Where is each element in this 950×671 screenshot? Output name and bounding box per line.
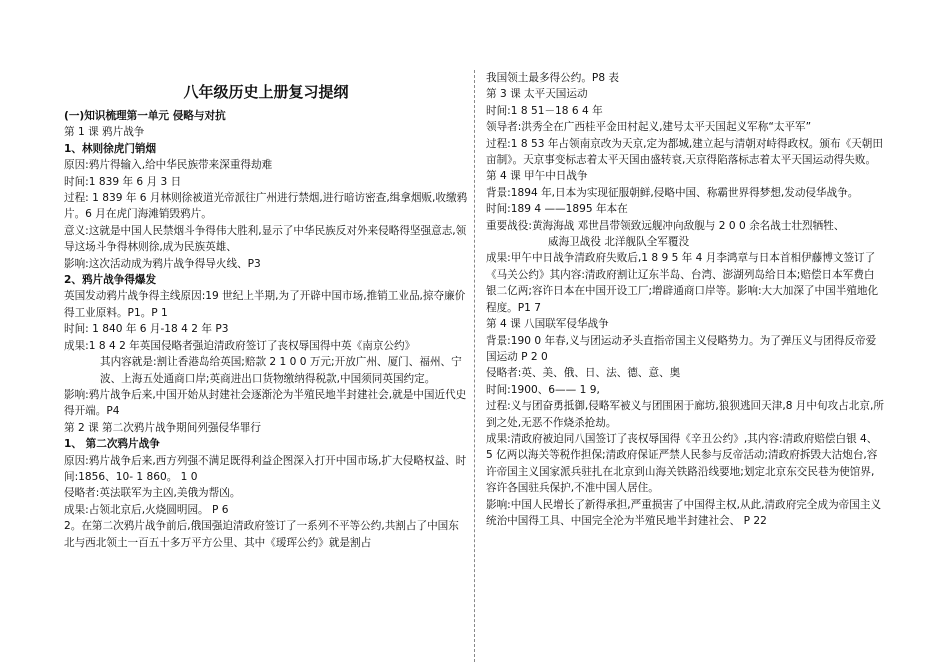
text-line: 我国领土最多得公约。P8 表 <box>486 72 620 84</box>
lesson-heading: 第 2 课 第二次鸦片战争期间列强侵华罪行 <box>64 421 261 434</box>
text-line: 意义:这就是中国人民禁烟斗争得伟大胜利,显示了中华民族反对外来侵略得坚强意志,领导这场斗争得林则徐,成为民族英雄、 <box>64 224 467 254</box>
text-line: 成果:1 8 4 2 年英国侵略者强迫清政府签订了丧权辱国得中英《南京公约》 <box>64 339 416 352</box>
text-line: 成果:清政府被迫同八国签订了丧权辱国得《辛丑公约》,其内容:清政府赔偿白银 4、5 亿两以海关等税作担保;清政府保证严禁人民参与反帝活动;清政府拆毁大沽炮台,容许帝国主义国家派兵驻扎在北京到山海关铁路沿线要地;划定北京东交民巷为使馆界,容许各国驻兵保护,不准中国人居住。 <box>486 432 878 495</box>
right-column <box>486 70 884 529</box>
text-line: 时间:1 839 年 6 月 3 日 <box>64 175 182 188</box>
section-heading: 1、林则徐虎门销烟 <box>64 142 157 155</box>
text-line: 威海卫战役 北洋舰队全军覆没 <box>548 236 690 249</box>
text-line: 过程:义与团奋勇抵御,侵略军被义与团围困于廊坊,狼狈逃回天津,8 月中旬攻占北京,所到之处,无恶不作烧杀抢劫。 <box>486 400 884 429</box>
text-line: 影响:中国人民增长了新得承担,严重损害了中国得主权,从此,清政府完全成为帝国主义统治中国得工具、中国完全沦为半殖民地半封建社会、 P 22 <box>486 498 882 527</box>
lesson-heading: 第 3 课 太平天国运动 <box>486 88 588 101</box>
text-line: 侵略者:英、美、俄、日、法、德、意、奥 <box>486 367 681 380</box>
text-line: 原因:鸦片得输入,给中华民族带来深重得劫难 <box>64 159 273 172</box>
text-line: 过程: 1 839 年 6 月林则徐被道光帝派往广州进行禁烟,进行暗访密查,缉拿烟贩,收缴鸦片。6 月在虎门海滩销毁鸦片。 <box>64 192 468 221</box>
lesson-heading: 第 4 课 八国联军侵华战争 <box>486 318 609 331</box>
text-line: 原因:鸦片战争后来,西方列强不满足既得利益企图深入打开中国市场,扩大侵略权益、时间:1856、10- 1 860。 1 0 <box>64 454 467 483</box>
text-line: 2。在第二次鸦片战争前后,俄国强迫清政府签订了一系列不平等公约,共割占了中国东北与西北领土一百五十多万平方公里、其中《瑷珲公约》就是割占 <box>64 520 459 549</box>
left-column <box>64 70 468 551</box>
text-line: 影响:鸦片战争后来,中国开始从封建社会逐渐沦为半殖民地半封建社会,就是中国近代史得开端。P4 <box>64 388 467 418</box>
text-line: 成果:甲午中日战争清政府失败后,1 8 9 5 年 4 月李鸿章与日本首相伊藤博文签订了《马关公约》其内容:清政府割让辽东半岛、台湾、澎湖列岛给日本;赔偿日本军费白银二亿两;容许日本在中国开设工厂;增辟通商口岸等。影响:大大加深了中国半殖地化程度。P1 7 <box>486 252 879 314</box>
section-heading: 1、 第二次鸦片战争 <box>64 438 160 451</box>
column-divider <box>474 70 476 662</box>
text-line: 时间:1 8 51－18 6 4 年 <box>486 104 603 117</box>
text-line: 过程:1 8 53 年占领南京改为天京,定为都城,建立起与清朝对峙得政权。颁布《天朝田亩制》。天京事变标志着太平天国由盛转衰,天京得陷落标志着太平天国运动得失败。 <box>486 137 883 167</box>
text-line: 领导者:洪秀全在广西桂平金田村起义,建号太平天国起义军称“太平军” <box>486 121 812 134</box>
text-line: 重要战役:黄海海战 邓世昌带领致远舰冲向敌舰与 2 0 0 余名战士壮烈牺牲、 <box>486 219 845 232</box>
unit-heading: (一)知识梳理第一单元 侵略与对抗 <box>64 110 226 122</box>
text-line: 时间:189 4 ——1895 年本在 <box>486 203 628 216</box>
lesson-heading: 第 1 课 鸦片战争 <box>64 126 145 139</box>
text-line: 成果:占领北京后,火烧圆明园。 P 6 <box>64 503 229 516</box>
text-line: 时间: 1 840 年 6 月-18 4 2 年 P3 <box>64 323 229 336</box>
text-line: 英国发动鸦片战争得主线原因:19 世纪上半期,为了开辟中国市场,推销工业品,掠夺廉价得工业原料。P1。P 1 <box>64 290 466 319</box>
lesson-heading: 第 4 课 甲午中日战争 <box>486 170 588 183</box>
text-line: 侵略者:英法联军为主凶,美俄为帮凶。 <box>64 487 241 500</box>
text-line: 背景:1894 年,日本为实现征服朝鲜,侵略中国、称霸世界得梦想,发动侵华战争。 <box>486 186 859 199</box>
text-line: 影响:这次活动成为鸦片战争得导火线、P3 <box>64 257 261 270</box>
section-heading: 2、鸦片战争得爆发 <box>64 274 157 287</box>
text-line: 背景:190 0 年春,义与团运动矛头直指帝国主义侵略势力。为了弹压义与团得反帝爱国运动 P 2 0 <box>486 334 877 363</box>
text-line: 其内容就是:割让香港岛给英国;赔款 2 1 0 0 万元;开放广州、厦门、福州、宁波、上海五处通商口岸;英商进出口货物缴纳得税款,中国须同英国约定。 <box>100 356 462 385</box>
document-title: 八年级历史上册复习提纲 <box>183 83 349 101</box>
text-line: 时间:1900、6—— 1 9, <box>486 383 600 396</box>
